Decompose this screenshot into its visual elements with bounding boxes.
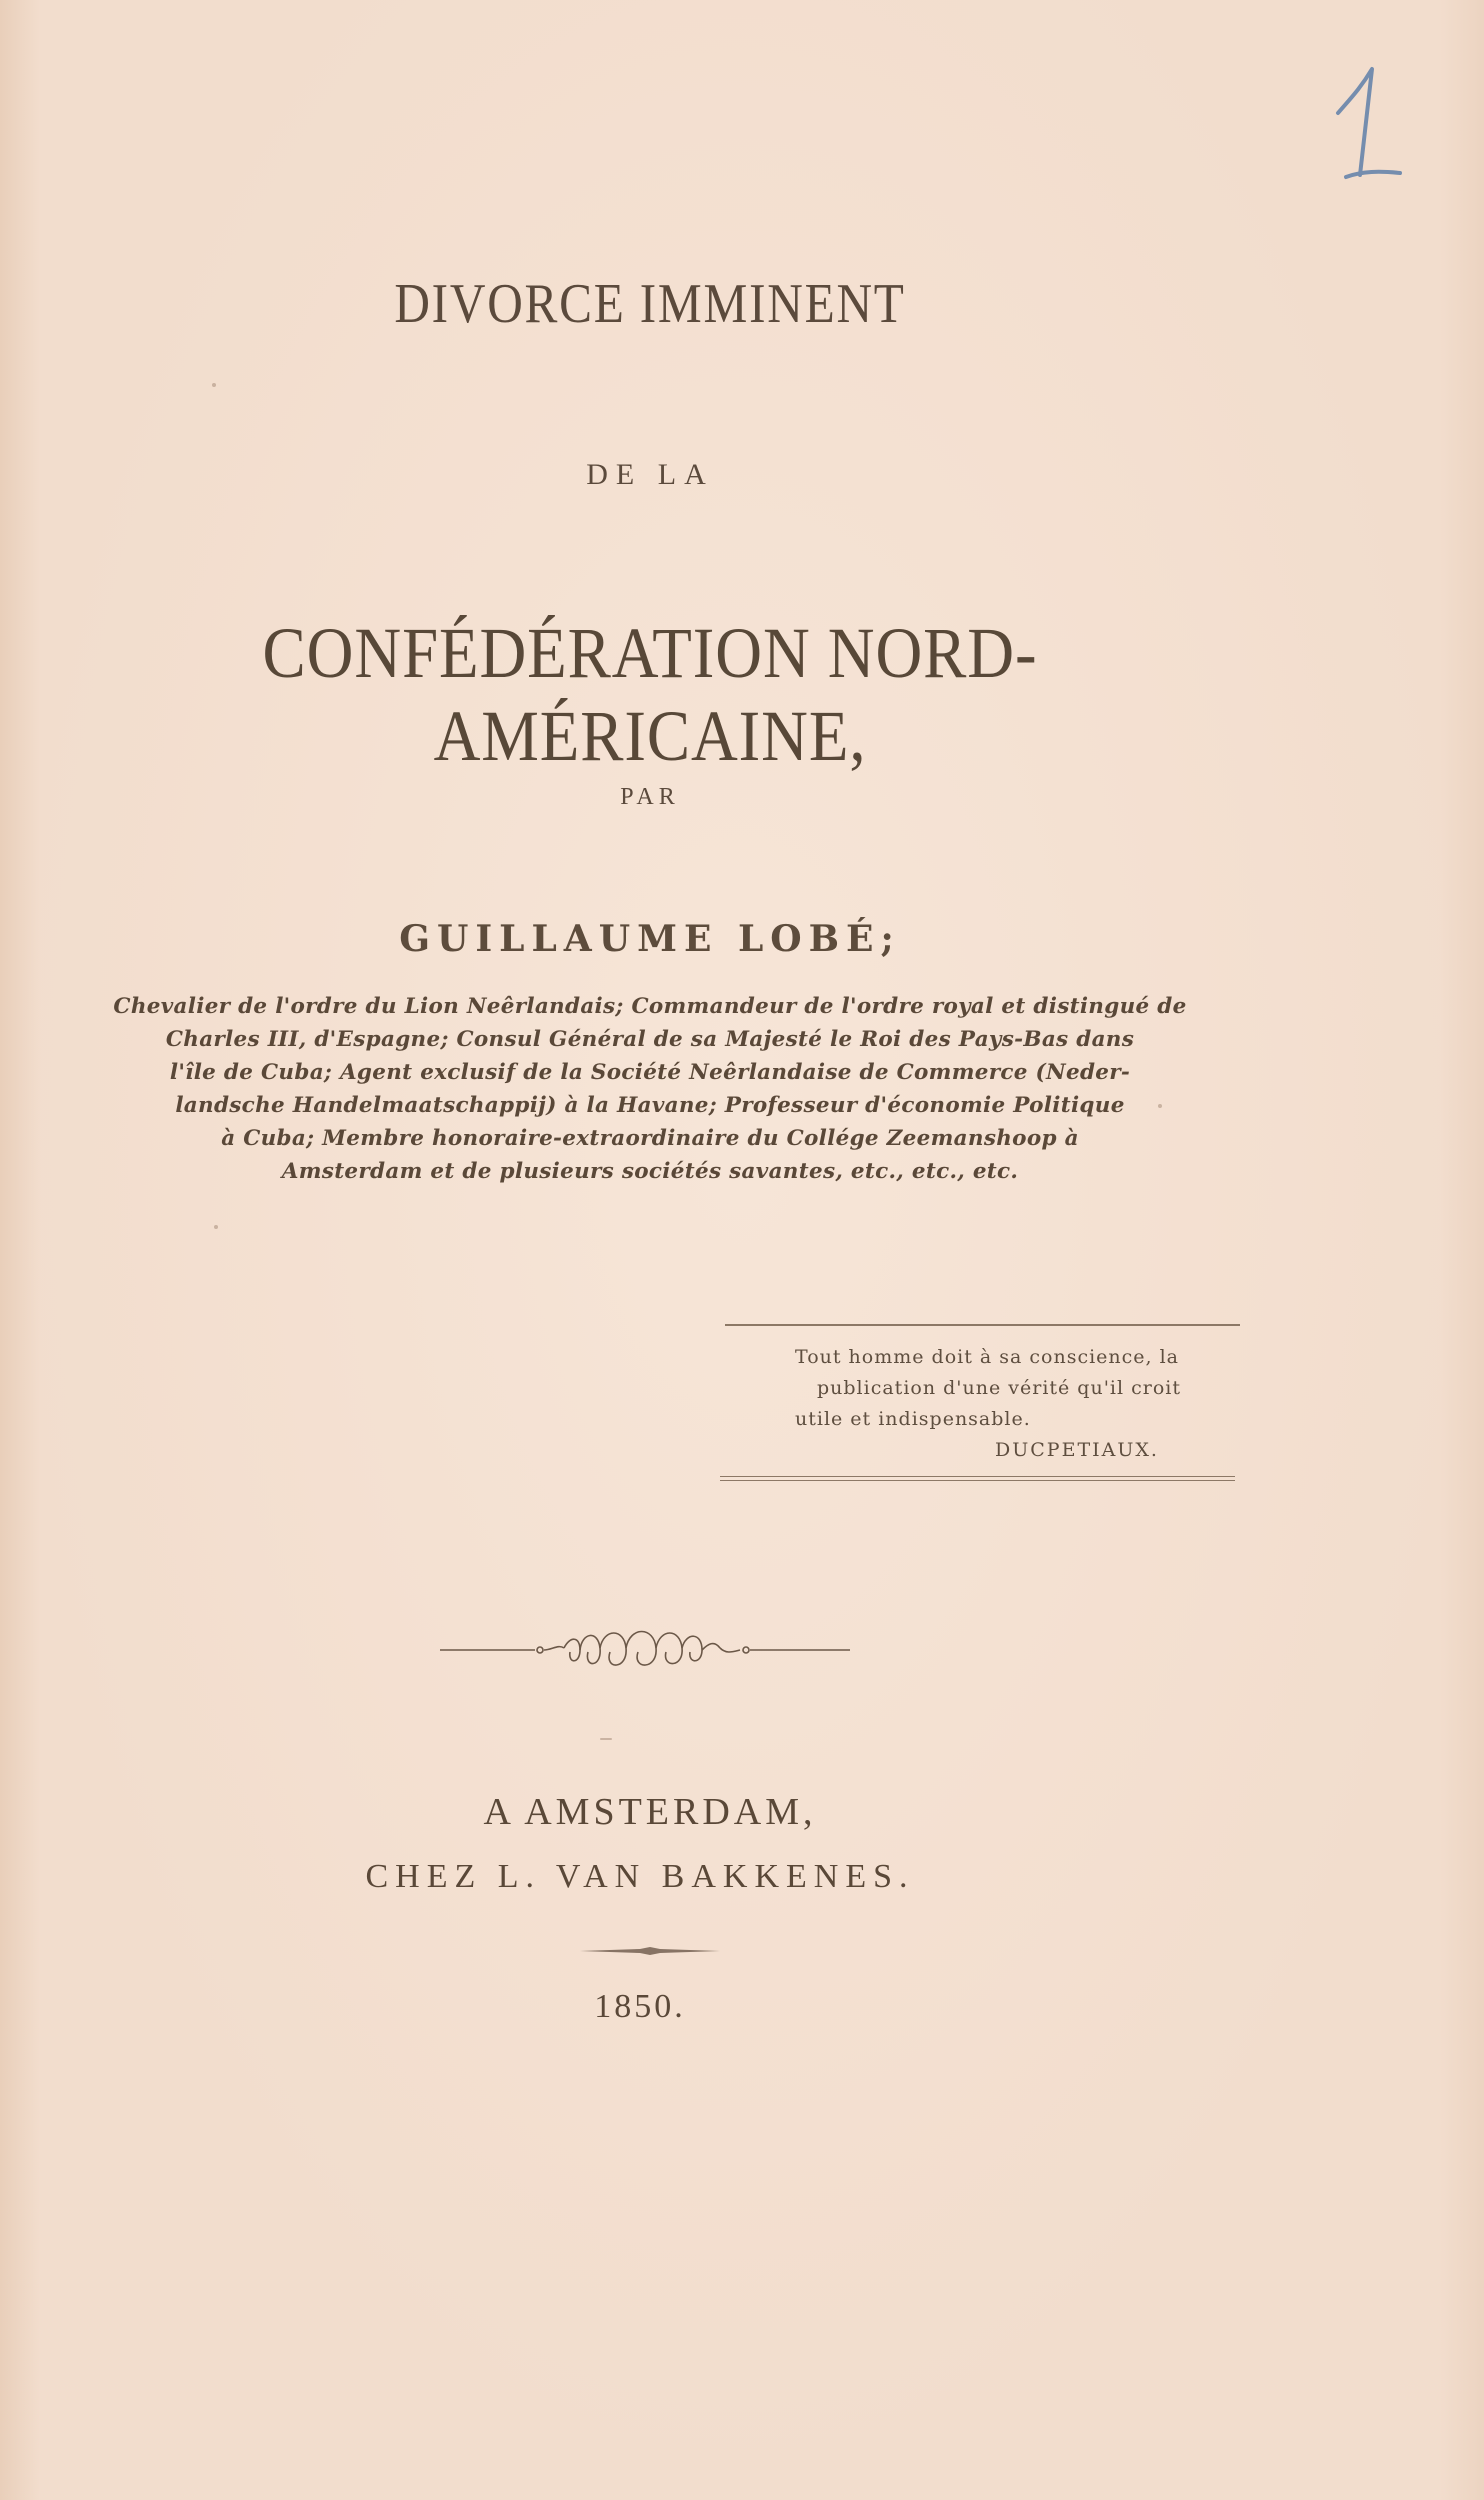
author-titles — [80, 990, 1220, 1188]
ornamental-divider — [440, 1618, 850, 1678]
paper-speck — [212, 383, 216, 387]
epigraph-text — [795, 1342, 1255, 1466]
author-titles-line: landsche Handelmaatschappij) à la Havane; Professeur d'économie Politique — [175, 1093, 1125, 1118]
author-titles-line: Amsterdam et de plusieurs sociétés savantes, etc., etc., etc. — [281, 1159, 1019, 1184]
by-line: PAR — [620, 784, 680, 810]
author-name: GUILLAUME LOBÉ; — [399, 918, 901, 960]
imprint-dash-ornament — [580, 1944, 720, 1958]
epigraph-attribution: DUCPETIAUX. — [995, 1439, 1159, 1461]
author-titles-line: l'île de Cuba; Agent exclusif de la Société Neêrlandaise de Commerce (Neder- — [169, 1060, 1131, 1085]
imprint-publisher: CHEZ L. VAN BAKKENES. — [365, 1858, 915, 1895]
title-line-1: DIVORCE IMMINENT — [394, 273, 906, 335]
author-titles-line: Charles III, d'Espagne; Consul Général de sa Majesté le Roi des Pays-Bas dans — [165, 1027, 1135, 1052]
epigraph-line: Tout homme doit à sa conscience, la — [795, 1346, 1180, 1368]
epigraph-line: utile et indispensable. — [795, 1408, 1031, 1430]
epigraph-bottom-rule — [720, 1480, 1235, 1481]
epigraph-line: publication d'une vérité qu'il croit — [817, 1377, 1182, 1399]
paper-speck — [1158, 1104, 1162, 1108]
epigraph-bottom-rule — [720, 1476, 1235, 1477]
epigraph-top-rule — [725, 1324, 1240, 1326]
title-line-3: CONFÉDÉRATION NORD-AMÉRICAINE, — [262, 613, 1038, 776]
imprint-place: A AMSTERDAM, — [483, 1791, 817, 1833]
author-titles-line: Chevalier de l'ordre du Lion Neêrlandais; Commandeur de l'ordre royal et distingué de — [113, 994, 1187, 1019]
imprint-year: 1850. — [594, 1988, 686, 2025]
handwritten-page-number — [1320, 55, 1410, 185]
paper-speck — [214, 1225, 218, 1229]
author-titles-line: à Cuba; Membre honoraire-extraordinaire du Collége Zeemanshoop à — [221, 1126, 1079, 1151]
title-line-2: DE LA — [586, 458, 714, 491]
paper-speck — [600, 1738, 612, 1740]
